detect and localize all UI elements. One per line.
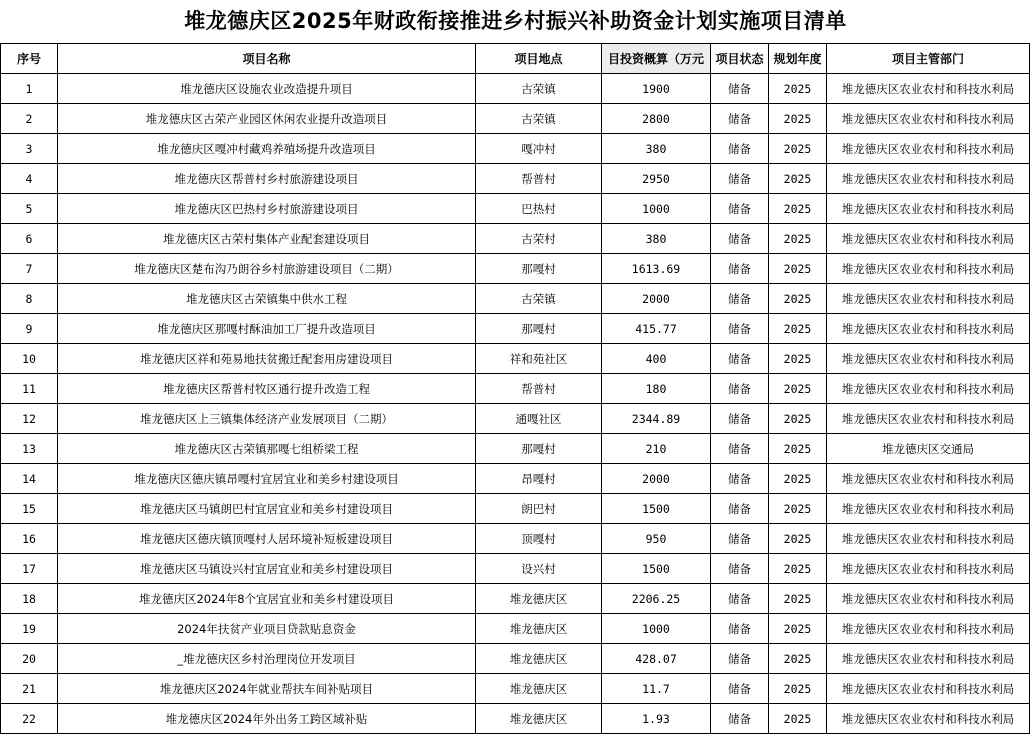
- table-row: [1, 614, 1030, 644]
- cell-status: 储备: [711, 254, 769, 284]
- cell-budget: 415.77: [602, 314, 711, 344]
- cell-year: 2025: [769, 434, 827, 464]
- cell-project-name: 堆龙德庆区帮普村牧区通行提升改造工程: [58, 374, 476, 404]
- table-row: [1, 584, 1030, 614]
- table-row: [1, 254, 1030, 284]
- cell-status: 储备: [711, 554, 769, 584]
- cell-department: 堆龙德庆区农业农村和科技水利局: [827, 494, 1030, 524]
- cell-project-name: 堆龙德庆区那嘎村酥油加工厂提升改造项目: [58, 314, 476, 344]
- cell-department: 堆龙德庆区交通局: [827, 434, 1030, 464]
- cell-year: 2025: [769, 344, 827, 374]
- cell-budget: 1.93: [602, 704, 711, 734]
- cell-project-name: 堆龙德庆区2024年8个宜居宜业和美乡村建设项目: [58, 584, 476, 614]
- table-row: [1, 554, 1030, 584]
- cell-project-name: 堆龙德庆区德庆镇昂嘎村宜居宜业和美乡村建设项目: [58, 464, 476, 494]
- cell-budget: 2000: [602, 284, 711, 314]
- cell-project-name: 堆龙德庆区帮普村乡村旅游建设项目: [58, 164, 476, 194]
- cell-department: 堆龙德庆区农业农村和科技水利局: [827, 254, 1030, 284]
- header-row: [1, 44, 1030, 74]
- cell-location: 帮普村: [476, 374, 602, 404]
- cell-index: 21: [1, 674, 58, 704]
- cell-budget: 11.7: [602, 674, 711, 704]
- col-header-budget: 目投资概算（万元: [602, 44, 711, 74]
- cell-index: 13: [1, 434, 58, 464]
- cell-index: 15: [1, 494, 58, 524]
- cell-budget: 428.07: [602, 644, 711, 674]
- cell-year: 2025: [769, 614, 827, 644]
- cell-status: 储备: [711, 674, 769, 704]
- cell-index: 19: [1, 614, 58, 644]
- cell-location: 朗巴村: [476, 494, 602, 524]
- cell-project-name: 堆龙德庆区嘎冲村藏鸡养殖场提升改造项目: [58, 134, 476, 164]
- cell-status: 储备: [711, 374, 769, 404]
- cell-department: 堆龙德庆区农业农村和科技水利局: [827, 164, 1030, 194]
- cell-index: 11: [1, 374, 58, 404]
- cell-location: 堆龙德庆区: [476, 704, 602, 734]
- cell-location: 那嘎村: [476, 314, 602, 344]
- cell-index: 9: [1, 314, 58, 344]
- cell-location: 昂嘎村: [476, 464, 602, 494]
- cell-status: 储备: [711, 284, 769, 314]
- cell-budget: 380: [602, 224, 711, 254]
- cell-budget: 210: [602, 434, 711, 464]
- project-table: [0, 43, 1030, 734]
- cell-year: 2025: [769, 194, 827, 224]
- cell-department: 堆龙德庆区农业农村和科技水利局: [827, 224, 1030, 254]
- table-row: [1, 164, 1030, 194]
- cell-year: 2025: [769, 254, 827, 284]
- table-body: [1, 74, 1030, 734]
- cell-year: 2025: [769, 104, 827, 134]
- cell-year: 2025: [769, 554, 827, 584]
- cell-location: 巴热村: [476, 194, 602, 224]
- cell-year: 2025: [769, 314, 827, 344]
- cell-budget: 1000: [602, 614, 711, 644]
- cell-project-name: 堆龙德庆区祥和苑易地扶贫搬迁配套用房建设项目: [58, 344, 476, 374]
- cell-year: 2025: [769, 674, 827, 704]
- cell-department: 堆龙德庆区农业农村和科技水利局: [827, 194, 1030, 224]
- table-row: [1, 404, 1030, 434]
- cell-location: 堆龙德庆区: [476, 614, 602, 644]
- cell-department: 堆龙德庆区农业农村和科技水利局: [827, 404, 1030, 434]
- cell-index: 17: [1, 554, 58, 584]
- table-row: [1, 644, 1030, 674]
- cell-index: 16: [1, 524, 58, 554]
- cell-index: 22: [1, 704, 58, 734]
- cell-location: 通嘎社区: [476, 404, 602, 434]
- cell-budget: 380: [602, 134, 711, 164]
- cell-status: 储备: [711, 704, 769, 734]
- table-row: [1, 494, 1030, 524]
- cell-project-name: 堆龙德庆区2024年就业帮扶车间补贴项目: [58, 674, 476, 704]
- cell-department: 堆龙德庆区农业农村和科技水利局: [827, 644, 1030, 674]
- cell-location: 堆龙德庆区: [476, 644, 602, 674]
- cell-project-name: _堆龙德庆区乡村治理岗位开发项目: [58, 644, 476, 674]
- cell-project-name: 堆龙德庆区古荣产业园区休闲农业提升改造项目: [58, 104, 476, 134]
- cell-location: 嘎冲村: [476, 134, 602, 164]
- cell-status: 储备: [711, 464, 769, 494]
- table-row: [1, 674, 1030, 704]
- cell-index: 1: [1, 74, 58, 104]
- cell-status: 储备: [711, 614, 769, 644]
- cell-department: 堆龙德庆区农业农村和科技水利局: [827, 104, 1030, 134]
- cell-index: 3: [1, 134, 58, 164]
- table-row: [1, 434, 1030, 464]
- cell-location: 祥和苑社区: [476, 344, 602, 374]
- cell-status: 储备: [711, 344, 769, 374]
- cell-year: 2025: [769, 584, 827, 614]
- cell-year: 2025: [769, 374, 827, 404]
- cell-budget: 1000: [602, 194, 711, 224]
- cell-department: 堆龙德庆区农业农村和科技水利局: [827, 74, 1030, 104]
- cell-status: 储备: [711, 74, 769, 104]
- cell-location: 堆龙德庆区: [476, 584, 602, 614]
- table-row: [1, 374, 1030, 404]
- cell-year: 2025: [769, 494, 827, 524]
- cell-budget: 400: [602, 344, 711, 374]
- cell-location: 那嘎村: [476, 254, 602, 284]
- cell-year: 2025: [769, 464, 827, 494]
- cell-project-name: 堆龙德庆区马镇朗巴村宜居宜业和美乡村建设项目: [58, 494, 476, 524]
- cell-index: 7: [1, 254, 58, 284]
- cell-status: 储备: [711, 104, 769, 134]
- col-header-index: 序号: [1, 44, 58, 74]
- col-header-year: 规划年度: [769, 44, 827, 74]
- page-title: 堆龙德庆区2025年财政衔接推进乡村振兴补助资金计划实施项目清单: [184, 9, 847, 33]
- table-row: [1, 74, 1030, 104]
- cell-status: 储备: [711, 584, 769, 614]
- cell-year: 2025: [769, 74, 827, 104]
- cell-index: 12: [1, 404, 58, 434]
- cell-budget: 1900: [602, 74, 711, 104]
- cell-status: 储备: [711, 404, 769, 434]
- cell-location: 那嘎村: [476, 434, 602, 464]
- table-row: [1, 344, 1030, 374]
- cell-year: 2025: [769, 224, 827, 254]
- cell-index: 8: [1, 284, 58, 314]
- cell-location: 帮普村: [476, 164, 602, 194]
- table-row: [1, 224, 1030, 254]
- cell-budget: 2800: [602, 104, 711, 134]
- cell-location: 堆龙德庆区: [476, 674, 602, 704]
- cell-budget: 2000: [602, 464, 711, 494]
- cell-index: 2: [1, 104, 58, 134]
- cell-department: 堆龙德庆区农业农村和科技水利局: [827, 584, 1030, 614]
- cell-project-name: 堆龙德庆区古荣村集体产业配套建设项目: [58, 224, 476, 254]
- table-row: [1, 194, 1030, 224]
- cell-project-name: 堆龙德庆区巴热村乡村旅游建设项目: [58, 194, 476, 224]
- cell-index: 20: [1, 644, 58, 674]
- cell-year: 2025: [769, 524, 827, 554]
- table-row: [1, 524, 1030, 554]
- cell-department: 堆龙德庆区农业农村和科技水利局: [827, 344, 1030, 374]
- table-row: [1, 314, 1030, 344]
- cell-project-name: 堆龙德庆区楚布沟乃朗谷乡村旅游建设项目（二期）: [58, 254, 476, 284]
- cell-department: 堆龙德庆区农业农村和科技水利局: [827, 524, 1030, 554]
- cell-department: 堆龙德庆区农业农村和科技水利局: [827, 374, 1030, 404]
- col-header-department: 项目主管部门: [827, 44, 1030, 74]
- cell-project-name: 堆龙德庆区设施农业改造提升项目: [58, 74, 476, 104]
- col-header-location: 项目地点: [476, 44, 602, 74]
- cell-location: 古荣镇: [476, 284, 602, 314]
- cell-project-name: 2024年扶贫产业项目贷款贴息资金: [58, 614, 476, 644]
- cell-index: 18: [1, 584, 58, 614]
- table-row: [1, 134, 1030, 164]
- cell-location: 古荣镇: [476, 104, 602, 134]
- cell-status: 储备: [711, 314, 769, 344]
- cell-status: 储备: [711, 524, 769, 554]
- cell-index: 6: [1, 224, 58, 254]
- cell-department: 堆龙德庆区农业农村和科技水利局: [827, 464, 1030, 494]
- cell-department: 堆龙德庆区农业农村和科技水利局: [827, 674, 1030, 704]
- cell-index: 4: [1, 164, 58, 194]
- col-header-status: 项目状态: [711, 44, 769, 74]
- cell-year: 2025: [769, 284, 827, 314]
- cell-budget: 1613.69: [602, 254, 711, 284]
- cell-department: 堆龙德庆区农业农村和科技水利局: [827, 554, 1030, 584]
- cell-budget: 2344.89: [602, 404, 711, 434]
- cell-status: 储备: [711, 194, 769, 224]
- cell-project-name: 堆龙德庆区2024年外出务工跨区域补贴: [58, 704, 476, 734]
- cell-year: 2025: [769, 704, 827, 734]
- table-row: [1, 704, 1030, 734]
- col-header-project-name: 项目名称: [58, 44, 476, 74]
- cell-index: 5: [1, 194, 58, 224]
- cell-status: 储备: [711, 644, 769, 674]
- cell-location: 顶嘎村: [476, 524, 602, 554]
- cell-location: 设兴村: [476, 554, 602, 584]
- cell-index: 10: [1, 344, 58, 374]
- cell-project-name: 堆龙德庆区上三镇集体经济产业发展项目（二期）: [58, 404, 476, 434]
- cell-year: 2025: [769, 644, 827, 674]
- cell-department: 堆龙德庆区农业农村和科技水利局: [827, 704, 1030, 734]
- cell-budget: 950: [602, 524, 711, 554]
- table-row: [1, 464, 1030, 494]
- cell-budget: 1500: [602, 494, 711, 524]
- cell-status: 储备: [711, 494, 769, 524]
- cell-status: 储备: [711, 434, 769, 464]
- cell-budget: 2206.25: [602, 584, 711, 614]
- table-row: [1, 284, 1030, 314]
- cell-department: 堆龙德庆区农业农村和科技水利局: [827, 314, 1030, 344]
- cell-budget: 180: [602, 374, 711, 404]
- cell-project-name: 堆龙德庆区德庆镇顶嘎村人居环境补短板建设项目: [58, 524, 476, 554]
- cell-department: 堆龙德庆区农业农村和科技水利局: [827, 284, 1030, 314]
- cell-year: 2025: [769, 134, 827, 164]
- cell-status: 储备: [711, 134, 769, 164]
- cell-year: 2025: [769, 404, 827, 434]
- cell-location: 古荣村: [476, 224, 602, 254]
- cell-project-name: 堆龙德庆区古荣镇集中供水工程: [58, 284, 476, 314]
- cell-location: 古荣镇: [476, 74, 602, 104]
- cell-project-name: 堆龙德庆区古荣镇那嘎七组桥梁工程: [58, 434, 476, 464]
- cell-budget: 1500: [602, 554, 711, 584]
- cell-status: 储备: [711, 164, 769, 194]
- cell-department: 堆龙德庆区农业农村和科技水利局: [827, 134, 1030, 164]
- table-row: [1, 104, 1030, 134]
- cell-status: 储备: [711, 224, 769, 254]
- cell-budget: 2950: [602, 164, 711, 194]
- cell-year: 2025: [769, 164, 827, 194]
- cell-index: 14: [1, 464, 58, 494]
- cell-project-name: 堆龙德庆区马镇设兴村宜居宜业和美乡村建设项目: [58, 554, 476, 584]
- cell-department: 堆龙德庆区农业农村和科技水利局: [827, 614, 1030, 644]
